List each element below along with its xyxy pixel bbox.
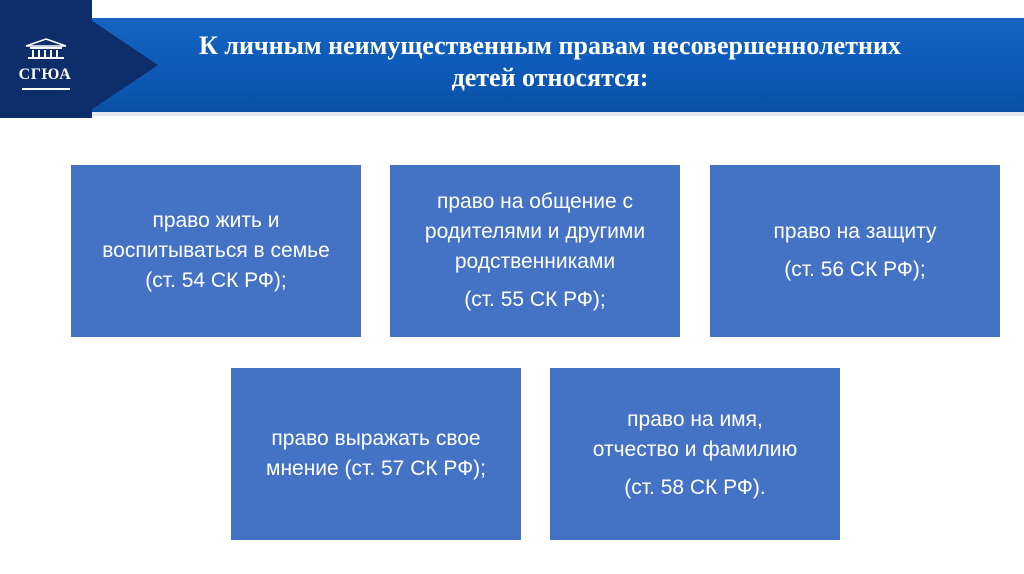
right-box-text: родственниками <box>454 250 616 273</box>
right-box-text: право выражать свое <box>271 427 481 450</box>
law-reference: (ст. 54 СК РФ); <box>145 269 287 292</box>
right-box-family <box>71 165 361 337</box>
right-box-protection <box>710 165 1000 337</box>
law-reference: (ст. 55 СК РФ); <box>464 288 606 311</box>
building-emblem-icon <box>24 38 68 60</box>
right-box-text: родителями и другими <box>424 220 646 243</box>
page-title <box>170 30 930 94</box>
right-box-opinion <box>231 368 521 540</box>
right-box-communication <box>390 165 680 337</box>
law-reference: (ст. 58 СК РФ). <box>624 476 766 499</box>
right-box-text: право на имя, <box>627 408 763 431</box>
right-box-text: воспитываться в семье <box>102 239 330 262</box>
title-line-1: К личным неимущественным правам несовершеннолетних <box>199 31 901 60</box>
logo-underline <box>22 88 70 90</box>
right-box-text: право жить и <box>152 209 280 232</box>
header-divider <box>0 112 1024 116</box>
logo-text: СГЮА <box>18 66 72 83</box>
right-box-text: право на общение с <box>436 190 634 213</box>
right-box-name <box>550 368 840 540</box>
right-box-text: отчество и фамилию <box>592 438 798 461</box>
law-reference: мнение (ст. 57 СК РФ); <box>266 457 486 480</box>
law-reference: (ст. 56 СК РФ); <box>784 258 926 281</box>
title-line-2: детей относятся: <box>451 63 649 92</box>
right-box-text: право на защиту <box>773 220 937 243</box>
